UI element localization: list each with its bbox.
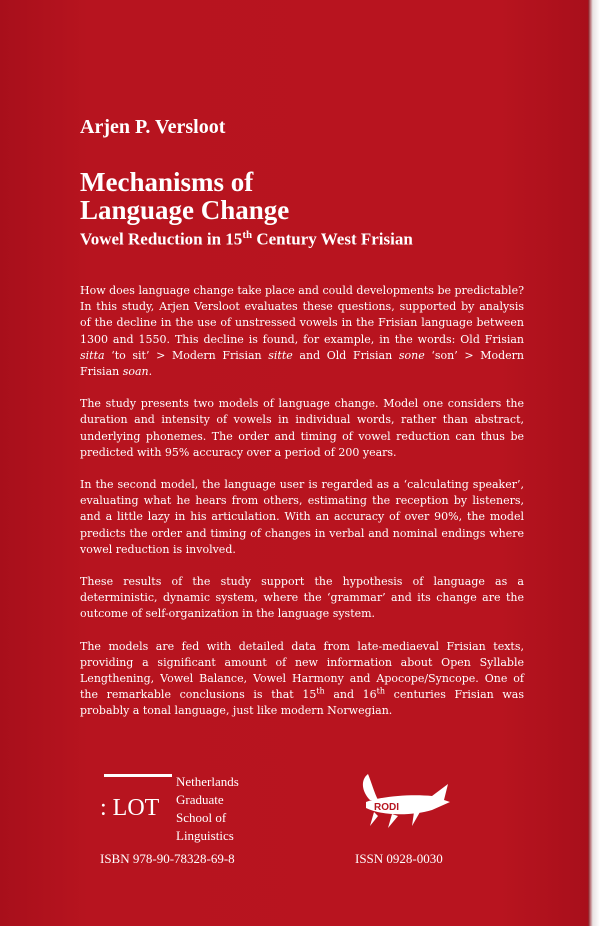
lot-logo: : LOT: [100, 795, 160, 821]
blurb-text: ‘to sit’ > Modern Frisian: [104, 348, 269, 362]
example-word: sone: [398, 348, 425, 362]
lot-line: School of: [176, 810, 227, 825]
blurb-paragraph-1: [80, 283, 524, 380]
page-edge: [588, 0, 600, 926]
blurb-text: and 16: [324, 688, 377, 702]
lot-logo-rule: [104, 774, 172, 777]
lot-line: Netherlands: [176, 774, 239, 789]
blurb-text: The models are fed with detailed data from late-mediaeval Frisian texts, providing a significant amount of new information about Open Syllable Lengthening, Vowel Balance, Vowel Harmony and Apocope/Syncope. One of the remarkable conclusions is that 15: [80, 639, 524, 702]
blurb-paragraph-4: These results of the study support the hypothesis of language as a deterministic, dynamic system, where the ‘grammar’ and its change are the outcome of self-organization in the language system.: [80, 575, 524, 621]
blurb-text: and Old Frisian: [292, 348, 399, 362]
lot-line: Linguistics: [176, 828, 234, 843]
title-line-2: Language Change: [80, 195, 290, 225]
issn: ISSN 0928-0030: [355, 851, 443, 866]
blurb-text: centuries Frisian was probably a tonal language, just like modern Norwegian.: [80, 688, 524, 718]
book-title: [80, 168, 289, 224]
example-word: sitte: [268, 348, 293, 362]
lot-school-name: [176, 773, 239, 845]
author-name: Arjen P. Versloot: [80, 116, 226, 138]
title-line-1: Mechanisms of: [80, 167, 254, 197]
subtitle-end: Century West Frisian: [252, 229, 413, 249]
publisher-logo-text: RODI: [374, 802, 399, 813]
blurb-paragraph-5: [80, 639, 524, 720]
blurb: [80, 283, 524, 736]
ordinal-superscript: th: [376, 686, 386, 696]
isbn: ISBN 978-90-78328-69-8: [100, 851, 235, 866]
lot-line: Graduate: [176, 792, 224, 807]
example-word: soan.: [122, 365, 153, 379]
example-word: sitta: [80, 348, 105, 362]
blurb-paragraph-3: In the second model, the language user is regarded as a ‘calculating speaker’, evaluating what he hears from others, estimating the reception by listeners, and a little lazy in his articulation. With an accuracy of over 90%, the model predicts the order and timing of changes in verbal and nominal endings where vowel reduction is involved.: [80, 478, 524, 556]
subtitle-start: Vowel Reduction in 15: [80, 229, 243, 249]
blurb-text: ‘son’ > Modern Frisian: [80, 348, 524, 379]
ordinal-superscript: th: [316, 686, 325, 696]
subtitle-superscript: th: [242, 229, 253, 241]
blurb-text: How does language change take place and could developments be predictable? In this study, Arjen Versloot evaluates these questions, supported by analysis of the decline in the use of unstressed vowels in the Frisian language between 1300 and 1550. This decline is found, for example, in the words: Old Frisian: [80, 284, 524, 346]
book-subtitle: [80, 229, 413, 250]
blurb-paragraph-2: The study presents two models of language change. Model one considers the duration and intensity of vowels in individual words, rather than abstract, underlying phonemes. The order and timing of vowel reduction can thus be predicted with 95% accuracy over a period of 200 years.: [80, 397, 524, 459]
crocodile-icon: [352, 770, 452, 834]
